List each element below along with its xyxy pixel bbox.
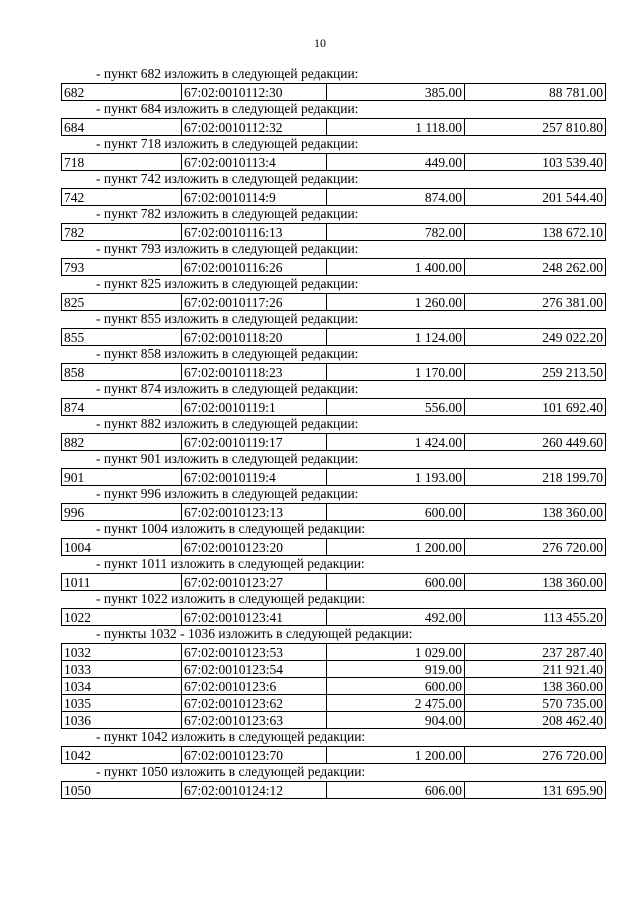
value-cell: 113 455.20 [465, 609, 606, 626]
amendment-table [61, 608, 606, 626]
value-cell: 88 781.00 [465, 84, 606, 101]
table-row [62, 574, 606, 591]
amendment-heading: - пункт 782 изложить в следующей редакции: [96, 206, 359, 221]
area-cell: 385.00 [327, 84, 465, 101]
cadastral-number-cell: 67:02:0010123:63 [182, 712, 327, 729]
amendment-table [61, 398, 606, 416]
cadastral-number-cell: 67:02:0010124:12 [182, 782, 327, 799]
amendment-heading: - пункт 1042 изложить в следующей редакции: [96, 729, 366, 744]
item-number-cell: 1032 [62, 644, 182, 661]
value-cell: 276 720.00 [465, 539, 606, 556]
amendment-heading: - пункт 684 изложить в следующей редакции: [96, 101, 359, 116]
item-number-cell: 874 [62, 399, 182, 416]
item-number-cell: 855 [62, 329, 182, 346]
item-number-cell: 996 [62, 504, 182, 521]
area-cell: 1 124.00 [327, 329, 465, 346]
cadastral-number-cell: 67:02:0010114:9 [182, 189, 327, 206]
item-number-cell: 1036 [62, 712, 182, 729]
area-cell: 2 475.00 [327, 695, 465, 712]
value-cell: 257 810.80 [465, 119, 606, 136]
value-cell: 276 720.00 [465, 747, 606, 764]
area-cell: 600.00 [327, 678, 465, 695]
amendment-table [61, 746, 606, 764]
amendment-heading: - пункт 1022 изложить в следующей редакции: [96, 591, 366, 606]
value-cell: 131 695.90 [465, 782, 606, 799]
amendment-table [61, 468, 606, 486]
area-cell: 1 193.00 [327, 469, 465, 486]
table-row [62, 84, 606, 101]
amendment-heading: - пункт 858 изложить в следующей редакции: [96, 346, 359, 361]
cadastral-number-cell: 67:02:0010116:13 [182, 224, 327, 241]
amendment-table [61, 573, 606, 591]
amendment-table [61, 643, 606, 729]
table-row [62, 678, 606, 695]
amendment-table [61, 363, 606, 381]
table-row [62, 695, 606, 712]
area-cell: 1 200.00 [327, 539, 465, 556]
area-cell: 782.00 [327, 224, 465, 241]
value-cell: 276 381.00 [465, 294, 606, 311]
amendment-heading: - пункт 901 изложить в следующей редакции: [96, 451, 359, 466]
amendment-table [61, 188, 606, 206]
item-number-cell: 1035 [62, 695, 182, 712]
value-cell: 201 544.40 [465, 189, 606, 206]
amendment-heading: - пункт 793 изложить в следующей редакции: [96, 241, 359, 256]
value-cell: 259 213.50 [465, 364, 606, 381]
table-row [62, 294, 606, 311]
area-cell: 449.00 [327, 154, 465, 171]
table-row [62, 782, 606, 799]
value-cell: 208 462.40 [465, 712, 606, 729]
value-cell: 101 692.40 [465, 399, 606, 416]
item-number-cell: 1034 [62, 678, 182, 695]
table-row [62, 539, 606, 556]
amendment-heading: - пункт 742 изложить в следующей редакции: [96, 171, 359, 186]
area-cell: 919.00 [327, 661, 465, 678]
amendment-table [61, 781, 606, 799]
value-cell: 138 360.00 [465, 574, 606, 591]
area-cell: 1 200.00 [327, 747, 465, 764]
amendment-table [61, 118, 606, 136]
area-cell: 1 400.00 [327, 259, 465, 276]
item-number-cell: 682 [62, 84, 182, 101]
cadastral-number-cell: 67:02:0010123:13 [182, 504, 327, 521]
table-row [62, 469, 606, 486]
cadastral-number-cell: 67:02:0010112:30 [182, 84, 327, 101]
item-number-cell: 825 [62, 294, 182, 311]
cadastral-number-cell: 67:02:0010123:62 [182, 695, 327, 712]
cadastral-number-cell: 67:02:0010117:26 [182, 294, 327, 311]
amendment-table [61, 258, 606, 276]
cadastral-number-cell: 67:02:0010123:53 [182, 644, 327, 661]
amendment-heading: - пункт 1011 изложить в следующей редакции: [96, 556, 365, 571]
table-row [62, 434, 606, 451]
value-cell: 138 360.00 [465, 504, 606, 521]
area-cell: 1 029.00 [327, 644, 465, 661]
item-number-cell: 684 [62, 119, 182, 136]
area-cell: 1 170.00 [327, 364, 465, 381]
item-number-cell: 742 [62, 189, 182, 206]
cadastral-number-cell: 67:02:0010119:1 [182, 399, 327, 416]
amendment-heading: - пункты 1032 - 1036 изложить в следующей редакции: [96, 626, 413, 641]
cadastral-number-cell: 67:02:0010123:41 [182, 609, 327, 626]
value-cell: 138 672.10 [465, 224, 606, 241]
amendment-table [61, 433, 606, 451]
page-number: 10 [314, 36, 326, 50]
area-cell: 556.00 [327, 399, 465, 416]
cadastral-number-cell: 67:02:0010123:54 [182, 661, 327, 678]
cadastral-number-cell: 67:02:0010123:6 [182, 678, 327, 695]
value-cell: 211 921.40 [465, 661, 606, 678]
amendment-heading: - пункт 825 изложить в следующей редакции: [96, 276, 359, 291]
amendment-heading: - пункт 718 изложить в следующей редакции: [96, 136, 359, 151]
amendment-table [61, 293, 606, 311]
value-cell: 248 262.00 [465, 259, 606, 276]
amendment-table [61, 153, 606, 171]
cadastral-number-cell: 67:02:0010118:23 [182, 364, 327, 381]
value-cell: 218 199.70 [465, 469, 606, 486]
item-number-cell: 901 [62, 469, 182, 486]
cadastral-number-cell: 67:02:0010113:4 [182, 154, 327, 171]
cadastral-number-cell: 67:02:0010123:27 [182, 574, 327, 591]
area-cell: 1 424.00 [327, 434, 465, 451]
area-cell: 904.00 [327, 712, 465, 729]
table-row [62, 399, 606, 416]
table-row [62, 259, 606, 276]
area-cell: 1 260.00 [327, 294, 465, 311]
item-number-cell: 1033 [62, 661, 182, 678]
cadastral-number-cell: 67:02:0010112:32 [182, 119, 327, 136]
table-row [62, 609, 606, 626]
item-number-cell: 782 [62, 224, 182, 241]
amendment-heading: - пункт 874 изложить в следующей редакции: [96, 381, 359, 396]
cadastral-number-cell: 67:02:0010116:26 [182, 259, 327, 276]
table-row [62, 189, 606, 206]
amendment-table [61, 83, 606, 101]
value-cell: 138 360.00 [465, 678, 606, 695]
cadastral-number-cell: 67:02:0010119:17 [182, 434, 327, 451]
item-number-cell: 1004 [62, 539, 182, 556]
cadastral-number-cell: 67:02:0010119:4 [182, 469, 327, 486]
amendment-heading: - пункт 996 изложить в следующей редакции: [96, 486, 359, 501]
amendment-heading: - пункт 1004 изложить в следующей редакции: [96, 521, 366, 536]
item-number-cell: 858 [62, 364, 182, 381]
item-number-cell: 1011 [62, 574, 182, 591]
amendment-table [61, 503, 606, 521]
value-cell: 260 449.60 [465, 434, 606, 451]
table-row [62, 661, 606, 678]
area-cell: 1 118.00 [327, 119, 465, 136]
area-cell: 606.00 [327, 782, 465, 799]
item-number-cell: 882 [62, 434, 182, 451]
table-row [62, 154, 606, 171]
item-number-cell: 1042 [62, 747, 182, 764]
table-row [62, 644, 606, 661]
table-row [62, 504, 606, 521]
area-cell: 600.00 [327, 574, 465, 591]
value-cell: 249 022.20 [465, 329, 606, 346]
amendment-heading: - пункт 882 изложить в следующей редакции: [96, 416, 359, 431]
amendment-heading: - пункт 1050 изложить в следующей редакции: [96, 764, 366, 779]
cadastral-number-cell: 67:02:0010123:70 [182, 747, 327, 764]
item-number-cell: 1022 [62, 609, 182, 626]
value-cell: 570 735.00 [465, 695, 606, 712]
amendment-table [61, 538, 606, 556]
amendments-list [61, 66, 606, 799]
value-cell: 103 539.40 [465, 154, 606, 171]
amendment-table [61, 328, 606, 346]
table-row [62, 364, 606, 381]
table-row [62, 329, 606, 346]
cadastral-number-cell: 67:02:0010118:20 [182, 329, 327, 346]
table-row [62, 712, 606, 729]
amendment-heading: - пункт 855 изложить в следующей редакции: [96, 311, 359, 326]
cadastral-number-cell: 67:02:0010123:20 [182, 539, 327, 556]
area-cell: 492.00 [327, 609, 465, 626]
value-cell: 237 287.40 [465, 644, 606, 661]
item-number-cell: 718 [62, 154, 182, 171]
table-row [62, 224, 606, 241]
table-row [62, 119, 606, 136]
table-row [62, 747, 606, 764]
amendment-heading: - пункт 682 изложить в следующей редакции: [96, 66, 359, 81]
amendment-table [61, 223, 606, 241]
item-number-cell: 1050 [62, 782, 182, 799]
area-cell: 874.00 [327, 189, 465, 206]
area-cell: 600.00 [327, 504, 465, 521]
item-number-cell: 793 [62, 259, 182, 276]
